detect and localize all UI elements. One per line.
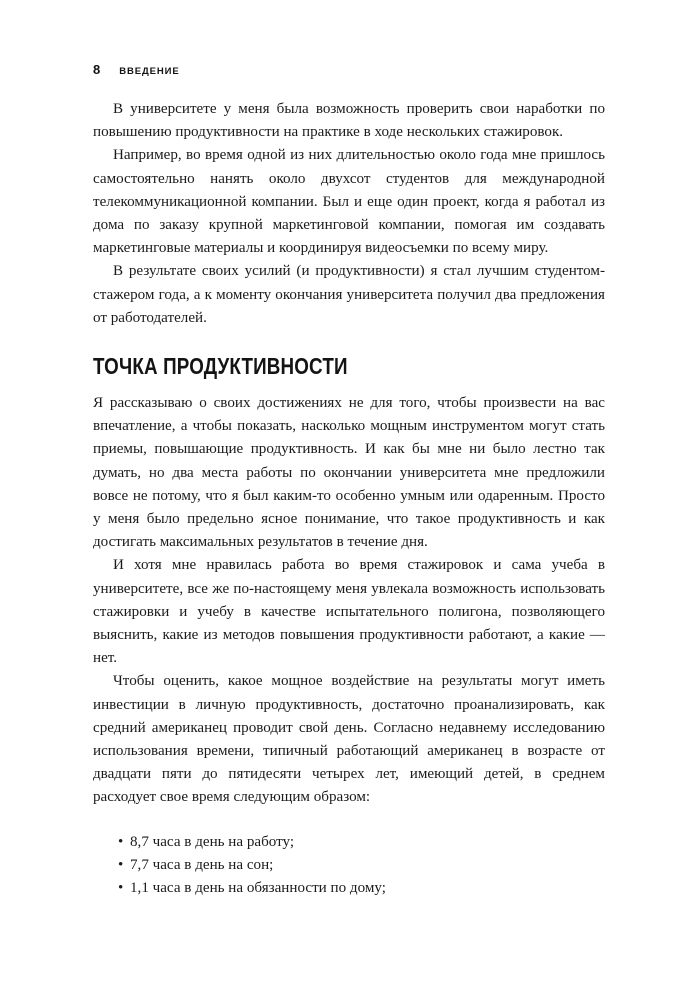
bullet-icon: •	[118, 856, 124, 873]
list-item-label: 8,7 часа в день на работу;	[130, 833, 295, 850]
bullet-icon: •	[118, 833, 124, 850]
list-item	[93, 854, 605, 877]
running-head	[93, 62, 180, 77]
list-item	[93, 831, 605, 854]
page-number: 8	[93, 62, 101, 77]
paragraph: В результате своих усилий (и продуктивности) я стал лучшим студентом-стажером года, а к моменту окончания университета получил два предложения от работодателей.	[93, 263, 605, 326]
running-head-label: ВВЕДЕНИЕ	[119, 66, 180, 77]
list-item-label: 7,7 часа в день на сон;	[130, 856, 274, 873]
list-item	[93, 877, 605, 900]
bullet-list	[93, 831, 605, 901]
paragraph: Я рассказываю о своих достижениях не для того, чтобы произвести на вас впечатление, а чтобы показать, насколько мощным инструментом могут стать приемы, повышающие продуктивность. И как бы мне ни было лестно так думать, но два места работы по окончании университета мне предложили вовсе не потому, что я был каким-то особенно умным или одаренным. Просто у меня было предельно ясное понимание, что такое продуктивность и как достигать максимальных результатов в течение дня.	[93, 395, 605, 551]
paragraph: Например, во время одной из них длительностью около года мне пришлось самостоятельно нанять около двухсот студентов для международной телекоммуникационной компании. Был и еще один проект, когда я работал из дома по заказу крупной маркетинговой компании, помогая им создавать маркетинговые материалы и координируя видеосъемки по всему миру.	[93, 147, 605, 257]
page-body	[93, 98, 605, 900]
paragraph: И хотя мне нравилась работа во время стажировок и сама учеба в университете, все же по-настоящему меня увлекала возможность использовать стажировки и учебу в качестве испытательного полигона, позволяющего выяснить, какие из методов повышения продуктивности работают, а какие — нет.	[93, 557, 605, 667]
section-heading: ТОЧКА ПРОДУКТИВНОСТИ	[93, 353, 348, 380]
bullet-icon: •	[118, 880, 124, 897]
list-item-label: 1,1 часа в день на обязанности по дому;	[130, 880, 386, 897]
paragraph: В университете у меня была возможность проверить свои наработки по повышению продуктивности на практике в ходе нескольких стажировок.	[93, 101, 605, 141]
paragraph: Чтобы оценить, какое мощное воздействие на результаты могут иметь инвестиции в личную продуктивность, достаточно проанализировать, как средний американец проводит свой день. Согласно недавнему исследованию использования времени, типичный работающий американец в возрасте от двадцати пяти до пятидесяти четырех лет, имеющий детей, в среднем расходует свое время следующим образом:	[93, 673, 605, 806]
section-heading-wrapper	[93, 330, 605, 392]
